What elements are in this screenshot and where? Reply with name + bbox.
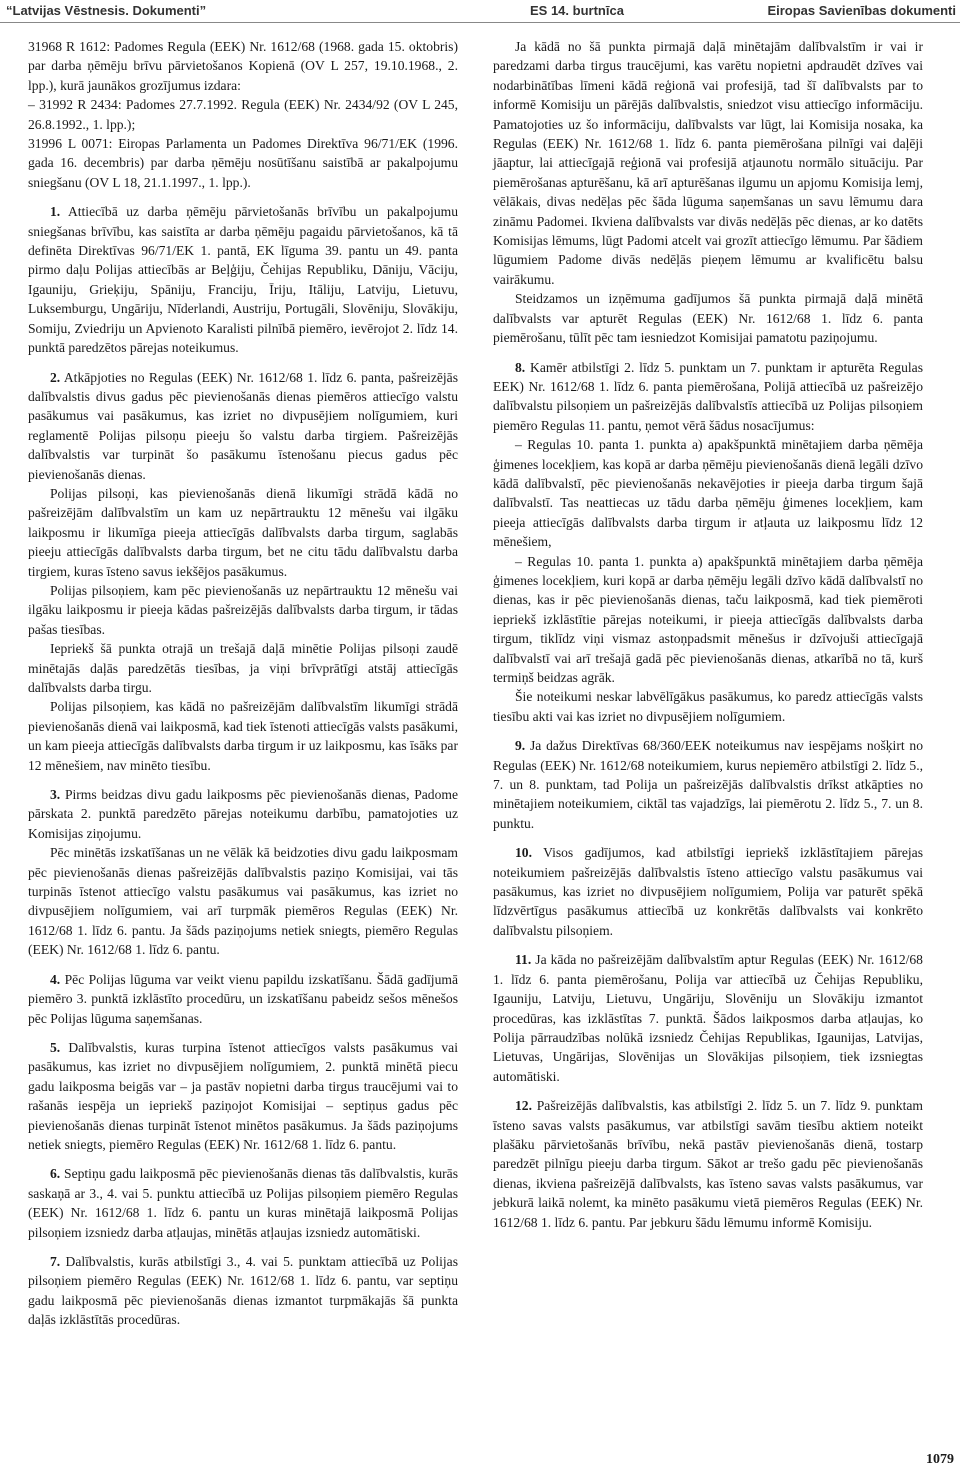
paragraph-text: – Regulas 10. panta 1. punkta a) apakšpunktā minētajiem darba ņēmēja ģimenes locekļiem, kuri kopā ar darba ņēmēju legāli dzīvo kādā dalībvalstī no dienas, kas ir pēc pievienošanās dienas, taču laikposmā, kad tiek piemēroti iepriekš izklāstītie pārejas noteikumi, ir pieeja attiecīgās dalībvalsts darba tirgum, tiklīdz viņi vismaz astoņpadsmit mēnešus ir dzīvojuši attiecīgajā dalībvalstī vai arī trešajā gadā pēc pievienošanās dienas, atkarībā no tā, kurš termiņš beidzas agrāk. — [493, 553, 923, 685]
paragraph-text: Pašreizējās dalībvalstis, kas atbilstīgi 2. līdz 5. un 7. līdz 9. punktam īsteno savas valsts pasākumus, var atbilstīgi savām tiesību aktiem noteikt plašāku pārvietošanās brīvību, nekā pastāv pievienošanās dienā, tostarp paredzēt pilnīgu pieeju darba tirgum. Sākot ar trešo gadu pēc pievienošanās dienas, ikviena pašreizējā dalībvalsts, kas īsteno savas valsts pasākumus, var jebkurā laikā nolemt, ka minēto pasākumu vietā piemēros Regulas (EEK) Nr. 1612/68 1. līdz 6. pantu. Par jebkuru šādu lēmumu informē Komisiju. — [493, 1098, 923, 1230]
paragraph-number: 3. — [50, 787, 61, 803]
paragraph — [28, 202, 458, 357]
paragraph — [28, 639, 458, 697]
paragraph — [28, 697, 458, 775]
issue-label: ES 14. burtnīca — [530, 3, 624, 18]
paragraph — [28, 37, 458, 95]
paragraph-text: Kamēr atbilstīgi 2. līdz 5. punktam un 7. punktam ir apturēta Regulas EEK) Nr. 1612/68 1. līdz 6. panta piemērošana, Polijā attiecībā uz pašreizējo dalībvalstu pilsoņiem un pašreizējās dalībvalstīs attiecībā uz Polijas pilsoņiem piemēro Regulas 11. pantu, ņemot vērā šādus nosacījumus: — [493, 359, 923, 433]
paragraph-text: Pirms beidzas divu gadu laikposms pēc pievienošanās dienas, Padome pārskata 2. punktā paredzēto pārejas noteikumu darbību, pamatojoties uz Komisijas ziņojumu. — [28, 787, 458, 841]
paragraph — [493, 435, 923, 551]
paragraph-text: Atkāpjoties no Regulas (EEK) Nr. 1612/68 1. līdz 6. panta, pašreizējās dalībvalstis divus gadus pēc pievienošanās dienas piemēros attiecīgo valstu pasākumus vai pasākumus, kas izriet no divpusējiem nolīgumiem, kuri reglamentē Polijas pilsoņu pieeju šo valstu darba tirgiem. Pašreizējās dalībvalstis var turpināt šo pasākumu īstenošanu piecus gadus pēc pievienošanās dienas. — [28, 369, 458, 482]
paragraph-text: 31996 L 0071: Eiropas Parlamenta un Padomes Direktīva 96/71/EK (1996. gada 16. decembris) par darba ņēmēju nosūtīšanu saistībā ar pakalpojumu sniegšanu (OV L 18, 21.1.1997., 1. lpp.). — [28, 136, 458, 190]
page-header — [0, 0, 960, 23]
paragraph-text: Dalībvalstis, kurās atbilstīgi 3., 4. vai 5. punktam attiecībā uz Polijas pilsoņiem piemēro Regulas (EEK) Nr. 1612/68 1. līdz 6. pantu, var septiņu gadu laikposmā pēc pievienošanās dienas izmantot turpmākajās šā punkta daļās izklāstītās procedūras. — [28, 1253, 458, 1328]
paragraph — [493, 358, 923, 436]
paragraph-number: 1. — [50, 204, 61, 220]
paragraph — [28, 1252, 458, 1330]
paragraph-text: Iepriekš šā punkta otrajā un trešajā daļā minētie Polijas pilsoņi zaudē minētajās daļās paredzētās tiesības, ja viņi brīvprātīgi atstāj attiecīgās dalībvalsts darba tirgu. — [28, 641, 458, 695]
paragraph — [493, 950, 923, 1086]
paragraph-number: 11. — [515, 952, 532, 968]
paragraph — [493, 736, 923, 833]
paragraph-text: Polijas pilsoņiem, kam pēc pievienošanās uz nepārtrauktu 12 mēnešu vai ilgāku laikposmu ir pieeja kādas pašreizējās dalībvalsts darba tirgum, ir tādas pašas tiesības. — [28, 582, 458, 637]
paragraph — [28, 134, 458, 192]
paragraph-number: 4. — [50, 971, 61, 987]
paragraph-text: Ja dažus Direktīvas 68/360/EEK noteikumus nav iespējams nošķirt no Regulas (EEK) Nr. 1612/68 noteikumiem, kurus nepiemēro atbilstīgi 2. līdz 5., 7. un 8. punktam, tad Polija un pašreizējās dalībvalstis drīkst atkāpties no minētajiem noteikumiem, ciktāl tas vajadzīgs, lai piemērotu 2. līdz 5., 7. un 8. punktu. — [493, 738, 924, 831]
paragraph — [28, 581, 458, 639]
paragraph-number: 5. — [50, 1039, 61, 1055]
paragraph-text: – 31992 R 2434: Padomes 27.7.1992. Regula (EEK) Nr. 2434/92 (OV L 245, 26.8.1992., 1. lpp.); — [28, 97, 458, 132]
paragraph-text: Attiecībā uz darba ņēmēju pārvietošanās brīvību un pakalpojumu sniegšanas brīvību, kas saistīta ar darba ņēmēju pagaidu pārvietošanos, kā tā definēta Direktīvas 96/71/EK 1. pantā, EK līguma 39. pantu un 49. panta pirmo daļu Polijas attiecībās ar Beļģiju, Čehijas Republiku, Dāniju, Vāciju, Igauniju, Grieķiju, Spāniju, Franciju, Īriju, Itāliju, Latviju, Lietuvu, Luksemburgu, Ungāriju, Nīderlandi, Austriju, Portugāli, Slovēniju, Slovākiju, Somiju, Zviedriju un Apvienoto Karalisti pilnībā piemēro, ievērojot 2. līdz 14. punktā paredzētos pārejas noteikumus. — [28, 204, 458, 356]
paragraph-text: Steidzamos un izņēmuma gadījumos šā punkta pirmajā daļā minētā dalībvalsts var apturēt Regulas (EEK) Nr. 1612/68 1. līdz 6. panta piemērošanu, tūlīt pēc tam iesniedzot Komisijai pamatotu paziņojumu. — [493, 291, 923, 346]
paragraph-text: Pēc Polijas lūguma var veikt vienu papildu izskatīšanu. Šādā gadījumā piemēro 3. punktā izklāstīto procedūru, un izskatīšanu pabeidz sešos mēnešos pēc Polijas lūguma saņemšanas. — [28, 971, 458, 1026]
paragraph-text: Ja kāda no pašreizējām dalībvalstīm aptur Regulas (EEK) Nr. 1612/68 1. līdz 6. panta piemērošanu, Polija var attiecībā uz Čehijas Republiku, Igauniju, Latviju, Lietuvu, Ungāriju, Slovēniju un Slovākiju izmantot procedūras, kas izklāstītas 7. punktā. Šādos laikposmos darba atļaujas, ko Polija pārraudzības nolūkā izsniedz Čehijas Republikas, Igaunijas, Latvijas, Lietuvas, Ungārijas, Slovēnijas un Slovākijas pilsoņiem, tiek izsniegtas automātiski. — [493, 952, 923, 1084]
right-column — [493, 37, 923, 1232]
paragraph-text: Visos gadījumos, kad atbilstīgi iepriekš izklāstītajiem pārejas noteikumiem pašreizējās dalībvalstis īsteno attiecīgo valstu pasākumus vai pasākumus, kas izriet no divpusējiem nolīgumiem, Polija var paturēt spēkā līdzvērtīgus pasākumus attiecībā uz konkrētās dalībvalsts vai konkrēto dalībvalstu pilsoņiem. — [493, 845, 924, 938]
paragraph-number: 2. — [50, 369, 61, 385]
paragraph — [28, 1038, 458, 1154]
paragraph-text: – Regulas 10. panta 1. punkta a) apakšpunktā minētajiem darba ņēmēja ģimenes locekļiem, kas kopā ar darba ņēmēju pievienošanās dienā legāli dzīvo kādā dalībvalstī, pēc pievienošanās nekavējoties ir pieeja darba tirgum šajā dalībvalstī. Tas neattiecas uz tādu darba ņēmēju ģimenes locekļiem, kam pieeja attiecīgās dalībvalsts darba tirgum ir atļauta uz laikposmu līdz 12 mēnešiem, — [493, 437, 923, 550]
paragraph-text: Šie noteikumi neskar labvēlīgākus pasākumus, ko paredz attiecīgās valsts tiesību akti vai kas izriet no divpusējiem nolīgumiem. — [493, 689, 923, 724]
paragraph — [493, 552, 923, 688]
paragraph-number: 6. — [50, 1166, 61, 1182]
paragraph — [493, 1096, 923, 1232]
paragraph — [28, 484, 458, 581]
paragraph-number: 12. — [515, 1098, 532, 1114]
paragraph — [28, 785, 458, 843]
paragraph-number: 10. — [515, 845, 532, 861]
paragraph-text: Ja kādā no šā punkta pirmajā daļā minētajām dalībvalstīm ir vai ir paredzami darba tirgus traucējumi, kas varētu nopietni apdraudēt dzīves vai nodarbinātības līmeni kādā reģionā vai profesijā, tad šī dalībvalsts par to informē Komisiju un pārējās dalībvalstis, sniedzot visu attiecīgo informāciju. Pamatojoties uz šo informāciju, dalībvalsts var lūgt, lai Komisija nosaka, ka Regulas (EEK) Nr. 1612/68 1. līdz 6. panta piemērošana pilnīgi vai daļēji jāaptur, lai attiecīgajā reģionā vai profesijā atjaunotu normālo situāciju. Par piemērošanas apturēšanu, kā arī apturēšanas ilgumu un apjomu Komisija lemj, vēlākais, divas nedēļas pēc šāda lūguma saņemšanas un savu lēmumu dara zināmu Padomei. Ikviena dalībvalsts var divās nedēļās pēc dienas, ar ko datēts Komisijas lēmums, lūgt Padomi atcelt vai grozīt attiecīgo lēmumu. Par šādiem lūgumiem Padome divās nedēļās pieņem lēmumu ar kvalificētu balsu vairākumu. — [493, 39, 923, 287]
paragraph — [493, 37, 923, 289]
paragraph — [493, 687, 923, 726]
section-title: Eiropas Savienības dokumenti — [767, 3, 956, 18]
paragraph — [28, 1164, 458, 1242]
paragraph — [28, 95, 458, 134]
journal-title: “Latvijas Vēstnesis. Dokumenti” — [6, 3, 207, 18]
paragraph-text: Pēc minētās izskatīšanas un ne vēlāk kā beidzoties divu gadu laikposmam pēc pievienošanās dienas pašreizējās dalībvalstis paziņo Komisijai, vai tās turpinās īstenot attiecīgo valstu pasākumus vai pasākumus, kas izriet no divpusējiem nolīgumiem, vai arī turpmāk piemēros Regulas (EEK) Nr. 1612/68 1. līdz 6. pantu. Ja šāds paziņojums netiek sniegts, piemēro Regulas (EEK) Nr. 1612/68 1. līdz 6. pantu. — [28, 845, 458, 958]
paragraph — [493, 289, 923, 347]
paragraph-text: Polijas pilsoņi, kas pievienošanās dienā likumīgi strādā kādā no pašreizējām dalībvalstīm un kam uz nepārtrauktu 12 mēnešu vai ilgāku laikposmu ir likumīga pieeja attiecīgās dalībvalsts darba tirgum, saglabās pieeju attiecīgās dalībvalsts darba tirgum, bet ne citu tādu dalībvalstu darba tirgiem, kuras īsteno savus iekšējos pasākumus. — [28, 485, 458, 579]
paragraph-text: Septiņu gadu laikposmā pēc pievienošanās dienas tās dalībvalstis, kurās saskaņā ar 3., 4. vai 5. punktu attiecībā uz Polijas pilsoņiem piemēro Regulas (EEK) Nr. 1612/68 1. līdz 6. pantu un kuras minētajā laikposmā Polijas pilsoņiem izsniedz darba atļaujas, minētās atļaujas izsniedz automātiski. — [28, 1166, 458, 1240]
paragraph-number: 8. — [515, 359, 526, 375]
paragraph — [28, 843, 458, 959]
paragraph-text: 31968 R 1612: Padomes Regula (EEK) Nr. 1612/68 (1968. gada 15. oktobris) par darba ņēmēju brīvu pārvietošanos Kopienā (OV L 257, 19.10.1968., 2. lpp.), kurā jaunākos grozījumus izdara: — [28, 39, 458, 93]
paragraph — [28, 368, 458, 484]
paragraph — [493, 843, 923, 940]
paragraph-text: Dalībvalstis, kuras turpina īstenot attiecīgos valsts pasākumus vai pasākumus, kas izriet no divpusējiem nolīgumiem, 2. punktā minētā piecu gadu laikposma beigās var – ja pastāv nopietni darba tirgus traucējumi vai to rašanās iespēja un iepriekš paziņojot Komisijai – septiņus gadus pēc pievienošanās dienas turpināt īstenot minētos pasākumus. Ja šāds paziņojums netiek sniegts, piemēro Regulas (EEK) Nr. 1612/68 1. līdz 6. pantu. — [28, 1039, 458, 1152]
paragraph — [28, 970, 458, 1028]
left-column — [28, 37, 458, 1330]
paragraph-number: 9. — [515, 738, 526, 754]
paragraph-text: Polijas pilsoņiem, kas kādā no pašreizējām dalībvalstīm likumīgi strādā pievienošanās dienā vai laikposmā, kad tiek īstenoti attiecīgās valsts pasākumi, un kam pieeja attiecīgās dalībvalsts darba tirgum ir uz laikposmu, kas īsāks par 12 mēnešiem, nav minēto tiesību. — [28, 699, 458, 773]
paragraph-number: 7. — [50, 1253, 61, 1269]
page-number: 1079 — [926, 1452, 954, 1467]
